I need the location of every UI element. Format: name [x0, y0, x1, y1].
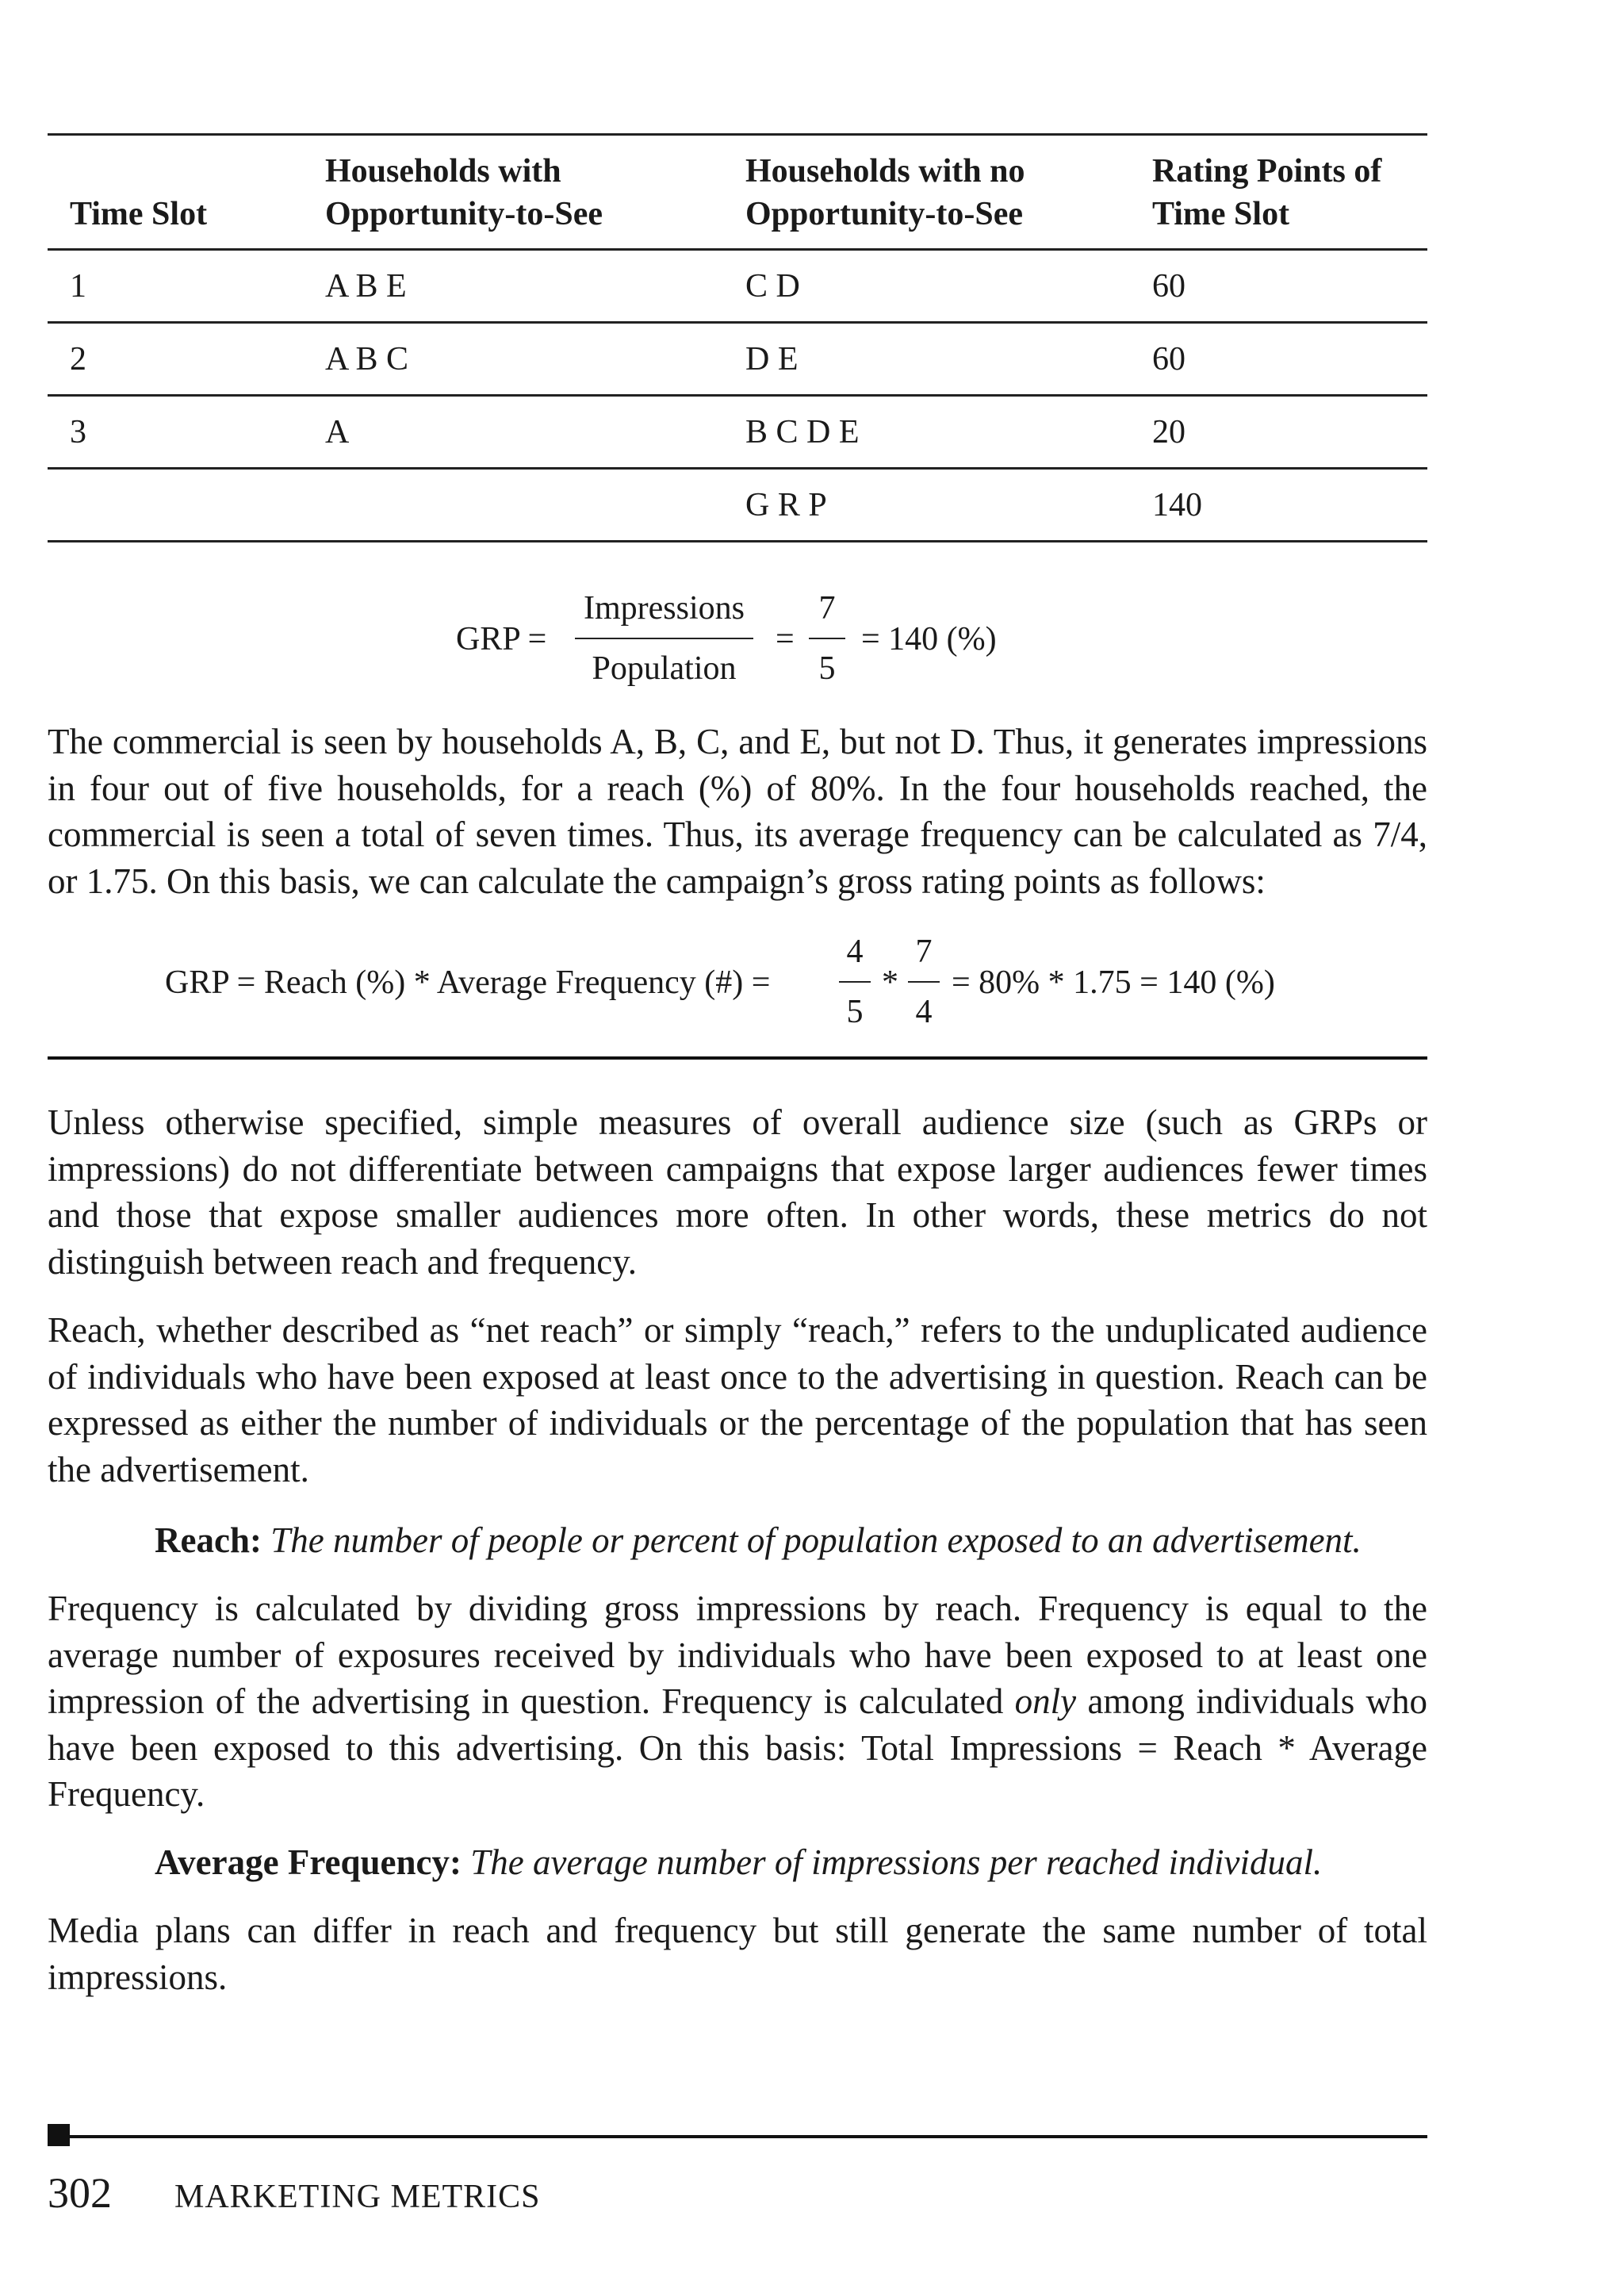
- paragraph-commercial-example: The commercial is seen by households A, B, C, and E, but not D. Thus, it generates impressions in four out of five households, for a reach (%) of 80%. In the four households reached, the commercial is seen a total of seven times. Thus, its average frequency can be calculated as 7/4, or 1.75. On this basis, we can calculate the campaign’s gross rating points as follows:: [48, 722, 1427, 901]
- table-row: [48, 251, 1427, 324]
- eq1-rhs: = 140 (%): [861, 621, 997, 657]
- cell-grp-total: 140: [1152, 487, 1202, 523]
- paragraph-audience-size: Unless otherwise specified, simple measures of overall audience size (such as GRPs or impressions) do not differentiate between campaigns that expose larger audiences fewer times and those that expose smaller audiences more often. In other words, these metrics do not distinguish between reach and frequency.: [48, 1102, 1427, 1282]
- eq1-lhs: GRP =: [456, 621, 547, 657]
- definition-text: The average number of impressions per reached individual.: [470, 1842, 1323, 1882]
- page-number: 302: [48, 2169, 112, 2217]
- eq1-frac1-numerator: Impressions: [584, 590, 745, 627]
- fraction-bar: [908, 981, 940, 983]
- text-span: Frequency is calculated by dividing gross impressions by reach. Frequency is equal to the average number of exposures received by individuals who have been exposed to at least one impression of the advertising in question. Frequency is calculated: [48, 1589, 1427, 1721]
- cell-time-slot: 1: [70, 268, 86, 305]
- table-row: [48, 397, 1427, 470]
- table-row: [48, 324, 1427, 397]
- definition-reach: [155, 1517, 1362, 1563]
- table-row-total: [48, 470, 1427, 542]
- eq1-fraction-impressions: [575, 588, 753, 688]
- fraction-bar: [575, 638, 753, 639]
- eq1-equals: =: [776, 621, 795, 657]
- table-header-row: [48, 136, 1427, 251]
- eq1-frac1-denominator: Population: [592, 650, 737, 687]
- eq1-frac2-numerator: 7: [818, 590, 836, 627]
- cell-time-slot: 3: [70, 414, 86, 450]
- eq1-frac2-denominator: 5: [818, 650, 836, 687]
- paragraph-reach: Reach, whether described as “net reach” or simply “reach,” refers to the unduplicated audience of individuals who have been exposed at least once to the advertising in question. Reach can be expressed as either the number of individuals or the percentage of the population that has seen the advertisement.: [48, 1310, 1427, 1489]
- eq2-fraction-frequency: [908, 932, 940, 1032]
- cell-time-slot: 2: [70, 341, 86, 378]
- cell-rating: 60: [1152, 341, 1185, 378]
- definition-term: Reach:: [155, 1520, 262, 1560]
- cell-grp-label: G R P: [745, 487, 827, 523]
- cell-ots: A B E: [325, 268, 407, 305]
- cell-ots: A B C: [325, 341, 409, 378]
- eq2-times: *: [882, 964, 898, 1001]
- eq2-frac1-numerator: 4: [846, 933, 864, 970]
- cell-no-ots: D E: [745, 341, 799, 378]
- fraction-bar: [839, 981, 871, 983]
- cell-rating: 60: [1152, 268, 1185, 305]
- text-span: among individuals who have been exposed to this advertising. On this basis: Total Impressions = Reach * Average Frequency.: [48, 1681, 1428, 1814]
- header-time-slot: Time Slot: [70, 196, 208, 232]
- paragraph-media-plans: Media plans can differ in reach and frequency but still generate the same number of total impressions.: [48, 1911, 1427, 1997]
- fraction-bar: [809, 638, 845, 639]
- section-divider: [48, 1056, 1427, 1060]
- eq1-fraction-values: [809, 588, 845, 688]
- cell-no-ots: C D: [745, 268, 800, 305]
- eq2-lhs: GRP = Reach (%) * Average Frequency (#) =: [165, 964, 771, 1001]
- cell-no-ots: B C D E: [745, 414, 860, 450]
- page: [48, 0, 1427, 2281]
- cell-rating: 20: [1152, 414, 1185, 450]
- definition-text: The number of people or percent of population exposed to an advertisement.: [270, 1520, 1362, 1560]
- grp-table: [48, 133, 1427, 542]
- definition-term: Average Frequency:: [155, 1842, 462, 1882]
- eq2-fraction-reach: [839, 932, 871, 1032]
- eq2-frac2-numerator: 7: [915, 933, 933, 970]
- eq2-frac1-denominator: 5: [846, 994, 864, 1030]
- header-households-no-ots: Households with no Opportunity-to-See: [745, 153, 1025, 232]
- cell-ots: A: [325, 414, 350, 450]
- header-households-ots: Households with Opportunity-to-See: [325, 153, 603, 232]
- definition-average-frequency: [155, 1839, 1322, 1885]
- header-rating-points: Rating Points of Time Slot: [1152, 153, 1382, 232]
- emphasis: only: [1014, 1681, 1077, 1721]
- paragraph-frequency: [48, 1585, 1427, 1818]
- running-head: MARKETING METRICS: [174, 2179, 541, 2215]
- eq2-frac2-denominator: 4: [915, 994, 933, 1030]
- footer-rule: [48, 2135, 1427, 2138]
- eq2-rhs: = 80% * 1.75 = 140 (%): [952, 964, 1275, 1001]
